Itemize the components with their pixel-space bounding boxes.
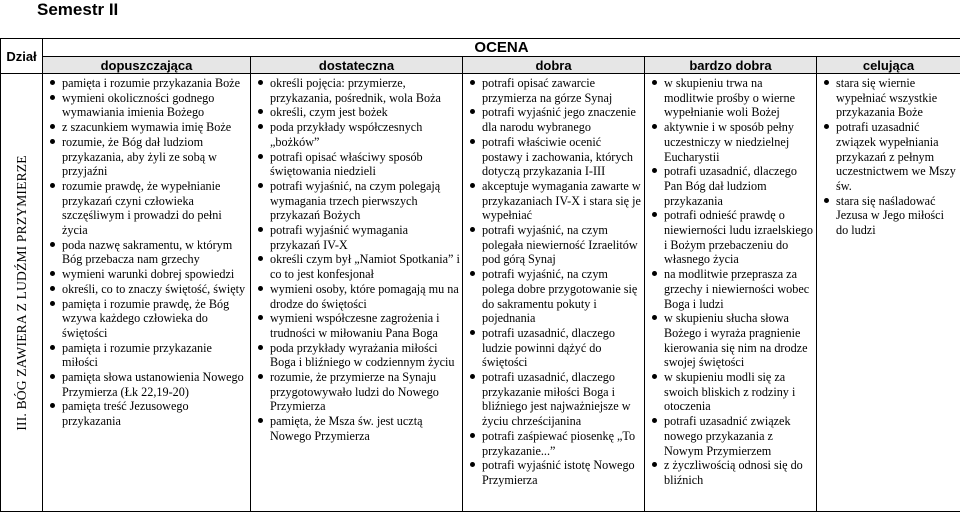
criteria-item: wymieni warunki dobrej spowiedzi [47, 267, 248, 282]
criteria-item: w skupieniu modli się za swoich bliskich z rodziny i otoczenia [649, 370, 814, 414]
criteria-item: potrafi właściwie ocenić postawy i zachowania, których dotyczą przykazania I-III [467, 135, 642, 179]
semester-title: Semestr II [37, 0, 119, 19]
criteria-item: potrafi odnieść prawdę o niewierności ludu izraelskiego i Bożym przebaczeniu do własnego życia [649, 208, 814, 267]
criteria-item: poda przykłady wyrażania miłości Boga i bliźniego w codziennym życiu [255, 341, 460, 370]
criteria-item: wymieni współczesne zagrożenia i trudności w miłowaniu Pana Boga [255, 311, 460, 340]
criteria-item: pamięta i rozumie przykazania Boże [47, 76, 248, 91]
criteria-item: potrafi wyjaśnić, na czym polegała niewierność Izraelitów pod górą Synaj [467, 223, 642, 267]
criteria-list [43, 74, 250, 429]
ocena-header: OCENA [43, 39, 960, 57]
column-dostateczna [251, 74, 463, 512]
criteria-item: potrafi wyjaśnić wymagania przykazań IV-X [255, 223, 460, 252]
grade-header-dopuszczajaca: dopuszczająca [43, 57, 251, 74]
criteria-item: pamięta słowa ustanowienia Nowego Przymierza (Łk 22,19-20) [47, 370, 248, 399]
criteria-item: na modlitwie przeprasza za grzechy i niewierności wobec Boga i ludzi [649, 267, 814, 311]
dzial-header: Dział [1, 39, 43, 74]
column-dobra [463, 74, 645, 512]
criteria-item: z szacunkiem wymawia imię Boże [47, 120, 248, 135]
criteria-item: potrafi opisać właściwy sposób świętowania niedzieli [255, 150, 460, 179]
criteria-item: określi czym był „Namiot Spotkania” i co to jest konfesjonał [255, 252, 460, 281]
criteria-item: określi, co to znaczy świętość, święty [47, 282, 248, 297]
grade-header-celujaca: celująca [817, 57, 960, 74]
criteria-item: pamięta treść Jezusowego przykazania [47, 399, 248, 428]
criteria-list [645, 74, 816, 488]
grade-header-bardzo-dobra: bardzo dobra [645, 57, 817, 74]
column-bardzo-dobra [645, 74, 817, 512]
criteria-item: określi, czym jest bożek [255, 105, 460, 120]
criteria-item: potrafi uzasadnić związek nowego przykazania z Nowym Przymierzem [649, 414, 814, 458]
criteria-item: poda nazwę sakramentu, w którym Bóg przebacza nam grzechy [47, 238, 248, 267]
criteria-item: potrafi wyjaśnić, na czym polega dobre przygotowanie się do sakramentu pokuty i pojednania [467, 267, 642, 326]
criteria-item: potrafi uzasadnić związek wypełniania przykazań z pełnym uczestnictwem we Mszy św. [821, 120, 958, 194]
criteria-item: poda przykłady współczesnych „bożków” [255, 120, 460, 149]
criteria-list [463, 74, 644, 488]
criteria-item: potrafi wyjaśnić istotę Nowego Przymierza [467, 458, 642, 487]
criteria-item: pamięta i rozumie przykazanie miłości [47, 341, 248, 370]
criteria-item: w skupieniu trwa na modlitwie prośby o wierne wypełnianie woli Bożej [649, 76, 814, 120]
grading-table [0, 38, 960, 512]
criteria-item: wymieni osoby, które pomagają mu na drodze do świętości [255, 282, 460, 311]
criteria-item: rozumie, że Bóg dał ludziom przykazania, aby żyli ze sobą w przyjaźni [47, 135, 248, 179]
section-title: III. BÓG ZAWIERA Z LUDŹMI PRZYMIERZE [13, 154, 29, 431]
criteria-item: z życzliwością odnosi się do bliźnich [649, 458, 814, 487]
criteria-item: potrafi opisać zawarcie przymierza na górze Synaj [467, 76, 642, 105]
criteria-item: potrafi wyjaśnić jego znaczenie dla narodu wybranego [467, 105, 642, 134]
column-dopuszczajaca [43, 74, 251, 512]
criteria-item: potrafi zaśpiewać piosenkę „To przykazanie...” [467, 429, 642, 458]
criteria-item: aktywnie i w sposób pełny uczestniczy w niedzielnej Eucharystii [649, 120, 814, 164]
criteria-item: określi pojęcia: przymierze, przykazania, pośrednik, wola Boża [255, 76, 460, 105]
grade-header-dobra: dobra [463, 57, 645, 74]
criteria-list [817, 74, 960, 238]
criteria-item: akceptuje wymagania zawarte w przykazaniach IV-X i stara się je wypełniać [467, 179, 642, 223]
criteria-item: w skupieniu słucha słowa Bożego i wyraża pragnienie kierowania się nim na drodze swojej świętości [649, 311, 814, 370]
criteria-item: potrafi uzasadnić, dlaczego Pan Bóg dał ludziom przykazania [649, 164, 814, 208]
criteria-list [251, 74, 462, 444]
section-cell [1, 74, 43, 512]
criteria-item: rozumie prawdę, że wypełnianie przykazań czyni człowieka szczęśliwym i prowadzi do pełni życia [47, 179, 248, 238]
criteria-item: stara się wiernie wypełniać wszystkie przykazania Boże [821, 76, 958, 120]
criteria-item: potrafi uzasadnić, dlaczego przykazanie miłości Boga i bliźniego jest najważniejsze w życiu chrześcijanina [467, 370, 642, 429]
criteria-item: pamięta i rozumie prawdę, że Bóg wzywa każdego człowieka do świętości [47, 297, 248, 341]
criteria-item: potrafi uzasadnić, dlaczego ludzie powinni dążyć do świętości [467, 326, 642, 370]
grade-header-dostateczna: dostateczna [251, 57, 463, 74]
criteria-item: pamięta, że Msza św. jest ucztą Nowego Przymierza [255, 414, 460, 443]
criteria-item: stara się naśladować Jezusa w Jego miłości do ludzi [821, 194, 958, 238]
criteria-item: wymieni okoliczności godnego wymawiania imienia Bożego [47, 91, 248, 120]
column-celujaca [817, 74, 960, 512]
criteria-item: rozumie, że przymierze na Synaju przygotowywało ludzi do Nowego Przymierza [255, 370, 460, 414]
criteria-item: potrafi wyjaśnić, na czym polegają wymagania trzech pierwszych przykazań Bożych [255, 179, 460, 223]
